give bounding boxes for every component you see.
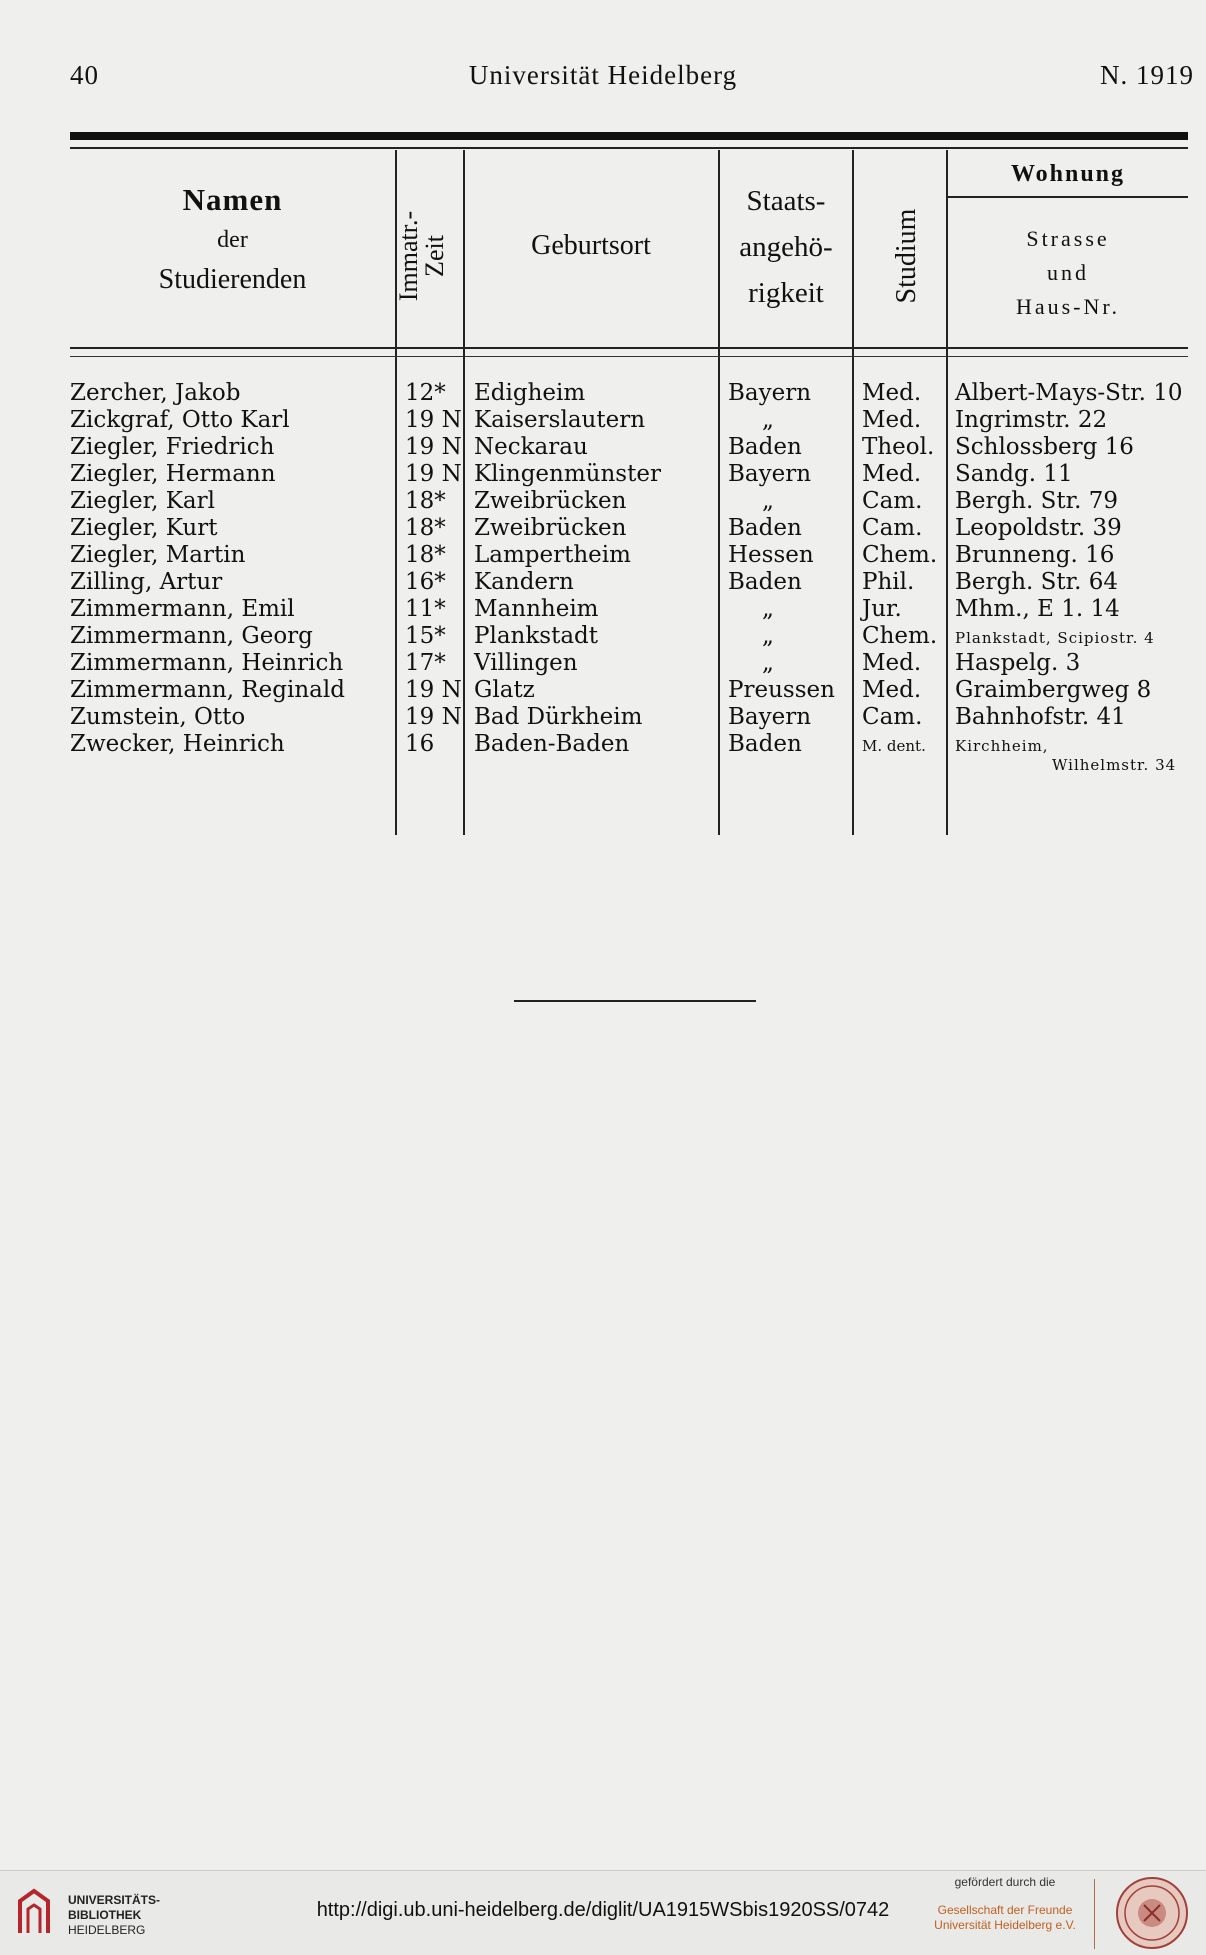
cell-geburtsort: Neckarau: [474, 434, 588, 460]
header-bottom-rule-thin: [70, 356, 1188, 357]
cell-name: Ziegler, Friedrich: [70, 434, 275, 460]
cell-studium: Cam.: [862, 488, 923, 514]
cell-name: Zumstein, Otto: [70, 704, 246, 730]
cell-staat: Bayern: [728, 704, 812, 730]
cell-zeit: 19 N: [405, 677, 462, 703]
header-bottom-rule: [70, 347, 1188, 349]
cell-wohnung: Sandg. 11: [955, 461, 1073, 487]
page-number: 40: [70, 60, 99, 90]
cell-geburtsort: Glatz: [474, 677, 535, 703]
cell-zeit: 19 N: [405, 704, 462, 730]
cell-name: Zilling, Artur: [70, 569, 223, 595]
column-header-immatr: Immatr.- Zeit: [394, 210, 449, 302]
header-rule-thick: [70, 132, 1188, 140]
header-rule-thin: [70, 147, 1188, 149]
cell-name: Zickgraf, Otto Karl: [70, 407, 290, 433]
cell-studium: Med.: [862, 407, 922, 433]
cell-wohnung: Kirchheim,: [955, 737, 1049, 755]
cell-staat: Baden: [728, 434, 802, 460]
cell-wohnung: Bergh. Str. 64: [955, 569, 1119, 595]
cell-wohnung: Haspelg. 3: [955, 650, 1081, 676]
cell-wohnung: Albert-Mays-Str. 10: [955, 380, 1183, 406]
end-rule: [514, 1000, 756, 1002]
cell-staat: „: [762, 596, 774, 622]
cell-name: Zimmermann, Georg: [70, 623, 313, 649]
cell-zeit: 16*: [405, 569, 446, 595]
cell-zeit: 19 N: [405, 434, 462, 460]
cell-geburtsort: Villingen: [474, 650, 578, 676]
column-header-staatsangehoerigkeit: Staats- angehö- rigkeit: [739, 185, 833, 309]
cell-staat: Baden: [728, 731, 802, 757]
cell-wohnung: Plankstadt, Scipiostr. 4: [955, 629, 1155, 647]
cell-wohnung-continuation: Wilhelmstr. 34: [1052, 756, 1177, 774]
cell-name: Ziegler, Kurt: [70, 515, 218, 541]
sponsor-block: [930, 1875, 1080, 1933]
footer-bar: [0, 1870, 1206, 1955]
cell-geburtsort: Klingenmünster: [474, 461, 661, 487]
footer-separator: [1094, 1879, 1095, 1949]
cell-name: Zimmermann, Heinrich: [70, 650, 344, 676]
cell-wohnung: Bahnhofstr. 41: [955, 704, 1126, 730]
cell-studium: Med.: [862, 461, 922, 487]
column-header-wohnung: Wohnung: [1010, 161, 1126, 187]
column-header-strasse: Strasse und Haus-Nr.: [1015, 226, 1121, 319]
column-divider: [946, 150, 948, 835]
cell-wohnung: Leopoldstr. 39: [955, 515, 1122, 541]
cell-wohnung: Bergh. Str. 79: [955, 488, 1119, 514]
cell-wohnung: Graimbergweg 8: [955, 677, 1152, 703]
cell-geburtsort: Mannheim: [474, 596, 599, 622]
cell-zeit: 18*: [405, 542, 446, 568]
cell-studium: Chem.: [862, 623, 938, 649]
cell-geburtsort: Baden-Baden: [474, 731, 630, 757]
library-name: UNIVERSITÄTS- BIBLIOTHEK HEIDELBERG: [68, 1893, 161, 1937]
cell-geburtsort: Lampertheim: [474, 542, 631, 568]
cell-zeit: 11*: [405, 596, 446, 622]
cell-staat: Hessen: [728, 542, 814, 568]
cell-studium: Cam.: [862, 704, 923, 730]
running-title: Universität Heidelberg: [468, 60, 738, 90]
cell-zeit: 12*: [405, 380, 446, 406]
cell-geburtsort: Bad Dürkheim: [474, 704, 643, 730]
cell-zeit: 19 N: [405, 461, 462, 487]
cell-studium: Theol.: [862, 434, 935, 460]
university-seal-icon: [1114, 1875, 1190, 1951]
cell-zeit: 16: [405, 731, 435, 757]
cell-name: Zimmermann, Reginald: [70, 677, 345, 703]
cell-staat: „: [762, 650, 774, 676]
cell-studium: Med.: [862, 677, 922, 703]
cell-staat: „: [762, 407, 774, 433]
cell-studium: Med.: [862, 380, 922, 406]
cell-zeit: 19 N: [405, 407, 462, 433]
cell-wohnung: Brunneng. 16: [955, 542, 1115, 568]
wohnung-rule: [948, 196, 1188, 198]
cell-geburtsort: Kandern: [474, 569, 574, 595]
cell-zeit: 18*: [405, 515, 446, 541]
cell-name: Zimmermann, Emil: [70, 596, 295, 622]
cell-studium: Cam.: [862, 515, 923, 541]
cell-wohnung: Schlossberg 16: [955, 434, 1134, 460]
cell-name: Ziegler, Hermann: [70, 461, 276, 487]
cell-wohnung: Ingrimstr. 22: [955, 407, 1108, 433]
cell-wohnung: Mhm., E 1. 14: [955, 596, 1120, 622]
volume-number: N. 1919: [1100, 60, 1194, 90]
cell-geburtsort: Zweibrücken: [474, 488, 627, 514]
cell-staat: „: [762, 488, 774, 514]
cell-name: Ziegler, Martin: [70, 542, 246, 568]
cell-geburtsort: Kaiserslautern: [474, 407, 646, 433]
column-divider: [852, 150, 854, 835]
source-url-link[interactable]: http://digi.ub.uni-heidelberg.de/diglit/UA1915WSbis1920SS/0742: [316, 1899, 890, 1921]
cell-studium: Chem.: [862, 542, 938, 568]
cell-staat: Preussen: [728, 677, 835, 703]
cell-studium: Phil.: [862, 569, 915, 595]
cell-staat: „: [762, 623, 774, 649]
sponsor-name: Gesellschaft der Freunde Universität Heidelberg e.V.: [934, 1903, 1076, 1932]
cell-staat: Bayern: [728, 380, 812, 406]
cell-studium: M. dent.: [862, 737, 926, 755]
cell-zeit: 17*: [405, 650, 446, 676]
cell-staat: Baden: [728, 515, 802, 541]
cell-studium: Jur.: [862, 596, 902, 622]
cell-staat: Baden: [728, 569, 802, 595]
cell-geburtsort: Zweibrücken: [474, 515, 627, 541]
cell-zeit: 15*: [405, 623, 446, 649]
cell-geburtsort: Edigheim: [474, 380, 586, 406]
cell-name: Zwecker, Heinrich: [70, 731, 285, 757]
cell-geburtsort: Plankstadt: [474, 623, 599, 649]
sponsor-label: gefördert durch die: [954, 1875, 1056, 1889]
column-header-namen: Namen der Studierenden: [158, 182, 307, 295]
cell-name: Zercher, Jakob: [70, 380, 241, 406]
cell-zeit: 18*: [405, 488, 446, 514]
cell-studium: Med.: [862, 650, 922, 676]
cell-name: Ziegler, Karl: [70, 488, 215, 514]
column-header-studium: Studium: [891, 208, 922, 304]
column-header-geburtsort: Geburtsort: [531, 230, 651, 261]
cell-staat: Bayern: [728, 461, 812, 487]
